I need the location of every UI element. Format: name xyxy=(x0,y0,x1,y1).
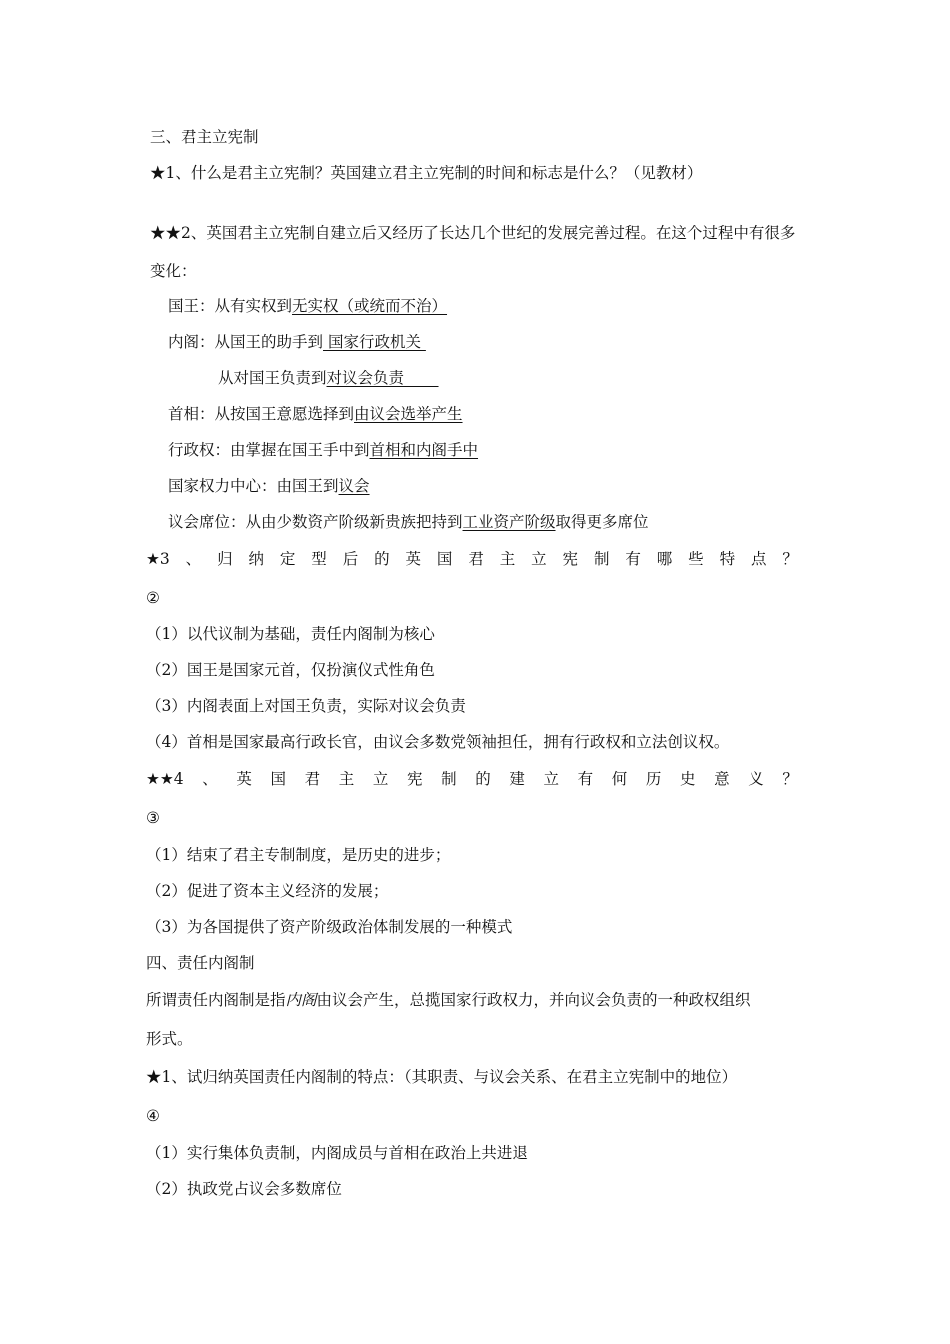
question-3-char: 纳 xyxy=(248,550,264,568)
question-3-answer-3: （3）内阁表面上对国王负责，实际对议会负责 xyxy=(146,697,466,715)
question-4-mark: ③ xyxy=(146,809,160,827)
question-3-char: 宪 xyxy=(562,550,579,568)
question-4-answer-1: （1）结束了君主专制制度，是历史的进步； xyxy=(146,846,451,864)
question-4-char: 英 xyxy=(236,770,252,788)
question-4-char: 君 xyxy=(304,770,321,788)
question-4-char: 、 xyxy=(202,770,218,788)
question-4-char: 制 xyxy=(441,770,457,788)
question-4-answer-2: （2）促进了资本主义经济的发展； xyxy=(146,882,389,900)
question-4-char: 历 xyxy=(645,770,662,788)
definition-line-2: 形式。 xyxy=(146,1030,193,1048)
question-3-char: 点 xyxy=(750,550,767,568)
question-3-answer-2: （2）国王是国家元首，仅扮演仪式性角色 xyxy=(146,661,435,679)
change-cabinet-responsibility-label: 从对国王负责到 xyxy=(218,369,327,387)
question-3-char: ？ xyxy=(782,550,798,568)
question-4-char: ？ xyxy=(782,770,798,788)
question-2-line-1: ★★2、英国君主立宪制自建立后又经历了长达几个世纪的发展完善过程。在这个过程中有很多 xyxy=(150,224,796,242)
section-4-question-1-mark: ④ xyxy=(146,1107,160,1125)
change-parliament-seats xyxy=(168,512,649,532)
question-3-char: 定 xyxy=(279,550,296,568)
definition-prefix: 所谓责任内阁制是指 xyxy=(146,991,286,1009)
question-4-answer-3: （3）为各国提供了资产阶级政治体制发展的一种模式 xyxy=(146,918,513,936)
question-4-char: 意 xyxy=(714,770,730,788)
question-3-char: 的 xyxy=(374,550,390,568)
change-executive-power-label: 行政权：由掌握在国王手中到 xyxy=(168,441,370,459)
change-power-center-label: 国家权力中心：由国王到 xyxy=(168,477,339,495)
change-executive-power-answer: 首相和内阁手中 xyxy=(369,441,479,459)
change-cabinet-answer: 国家行政机关 xyxy=(323,333,426,351)
question-3-char: 君 xyxy=(468,550,484,568)
change-king-answer: 无实权（或统而不治） xyxy=(292,297,448,315)
question-3-char: 归 xyxy=(217,550,233,568)
question-4-char: ★★4 xyxy=(146,770,184,788)
change-executive-power xyxy=(168,440,478,460)
question-4-char: 史 xyxy=(680,770,696,788)
question-3-char: 有 xyxy=(625,550,641,568)
question-3-char: 、 xyxy=(185,550,202,568)
question-3-char: 特 xyxy=(719,550,736,568)
change-cabinet-responsibility xyxy=(218,368,439,388)
question-3-char: 主 xyxy=(499,550,516,568)
change-parliament-seats-suffix: 取得更多席位 xyxy=(555,513,649,531)
question-2-line-2: 变化： xyxy=(150,262,197,280)
change-king-label: 国王：从有实权到 xyxy=(168,297,293,315)
change-power-center-answer: 议会 xyxy=(338,477,370,495)
change-cabinet xyxy=(168,332,426,352)
section-4-answer-2: （2）执政党占议会多数席位 xyxy=(146,1180,342,1198)
question-3-answer-4: （4）首相是国家最高行政长官，由议会多数党领袖担任，拥有行政权和立法创议权。 xyxy=(146,733,730,751)
change-parliament-seats-answer: 工业资产阶级 xyxy=(462,513,556,531)
question-3-char: 些 xyxy=(688,550,704,568)
question-4-char: 立 xyxy=(372,770,389,788)
change-prime-minister xyxy=(168,404,463,424)
question-3-char: 型 xyxy=(311,550,327,568)
question-1: ★1、什么是君主立宪制？英国建立君主立宪制的时间和标志是什么？（见教材） xyxy=(150,164,703,182)
section-3-heading: 三、君主立宪制 xyxy=(150,128,259,146)
section-4-answer-1: （1）实行集体负责制，内阁成员与首相在政治上共进退 xyxy=(146,1144,528,1162)
change-power-center xyxy=(168,476,370,496)
definition-suffix: 由议会产生，总揽国家行政权力，并向议会负责的一种政权组织 xyxy=(316,991,751,1009)
definition-emphasis: 内阁 xyxy=(285,991,317,1009)
change-prime-minister-label: 首相：从按国王意愿选择到 xyxy=(168,405,355,423)
question-3-mark: ② xyxy=(146,589,160,607)
change-cabinet-responsibility-answer: 对议会负责 xyxy=(326,369,439,387)
question-4-char: 立 xyxy=(543,770,560,788)
change-king xyxy=(168,296,447,316)
question-4-char: 何 xyxy=(611,770,628,788)
question-4-char: 宪 xyxy=(407,770,423,788)
question-3-char: 国 xyxy=(436,550,453,568)
question-4 xyxy=(146,769,798,789)
question-3-char: 后 xyxy=(342,550,359,568)
question-4-char: 的 xyxy=(475,770,491,788)
change-parliament-seats-label: 议会席位：从由少数资产阶级新贵族把持到 xyxy=(168,513,463,531)
question-4-char: 建 xyxy=(509,770,525,788)
question-4-char: 义 xyxy=(748,770,764,788)
question-3-char: ★3 xyxy=(146,550,170,568)
definition-line-1 xyxy=(146,990,751,1010)
change-prime-minister-answer: 由议会选举产生 xyxy=(354,405,463,423)
question-3-char: 立 xyxy=(531,550,547,568)
question-3-char: 哪 xyxy=(656,550,673,568)
question-3 xyxy=(146,549,798,569)
change-cabinet-label: 内阁：从国王的助手到 xyxy=(168,333,324,351)
question-3-char: 英 xyxy=(405,550,422,568)
question-3-answer-1: （1）以代议制为基础，责任内阁制为核心 xyxy=(146,625,435,643)
section-4-heading: 四、责任内阁制 xyxy=(146,954,255,972)
section-4-question-1: ★1、试归纳英国责任内阁制的特点：（其职责、与议会关系、在君主立宪制中的地位） xyxy=(146,1068,738,1086)
question-4-char: 有 xyxy=(577,770,594,788)
question-4-char: 国 xyxy=(270,770,287,788)
question-4-char: 主 xyxy=(338,770,355,788)
question-3-char: 制 xyxy=(593,550,610,568)
